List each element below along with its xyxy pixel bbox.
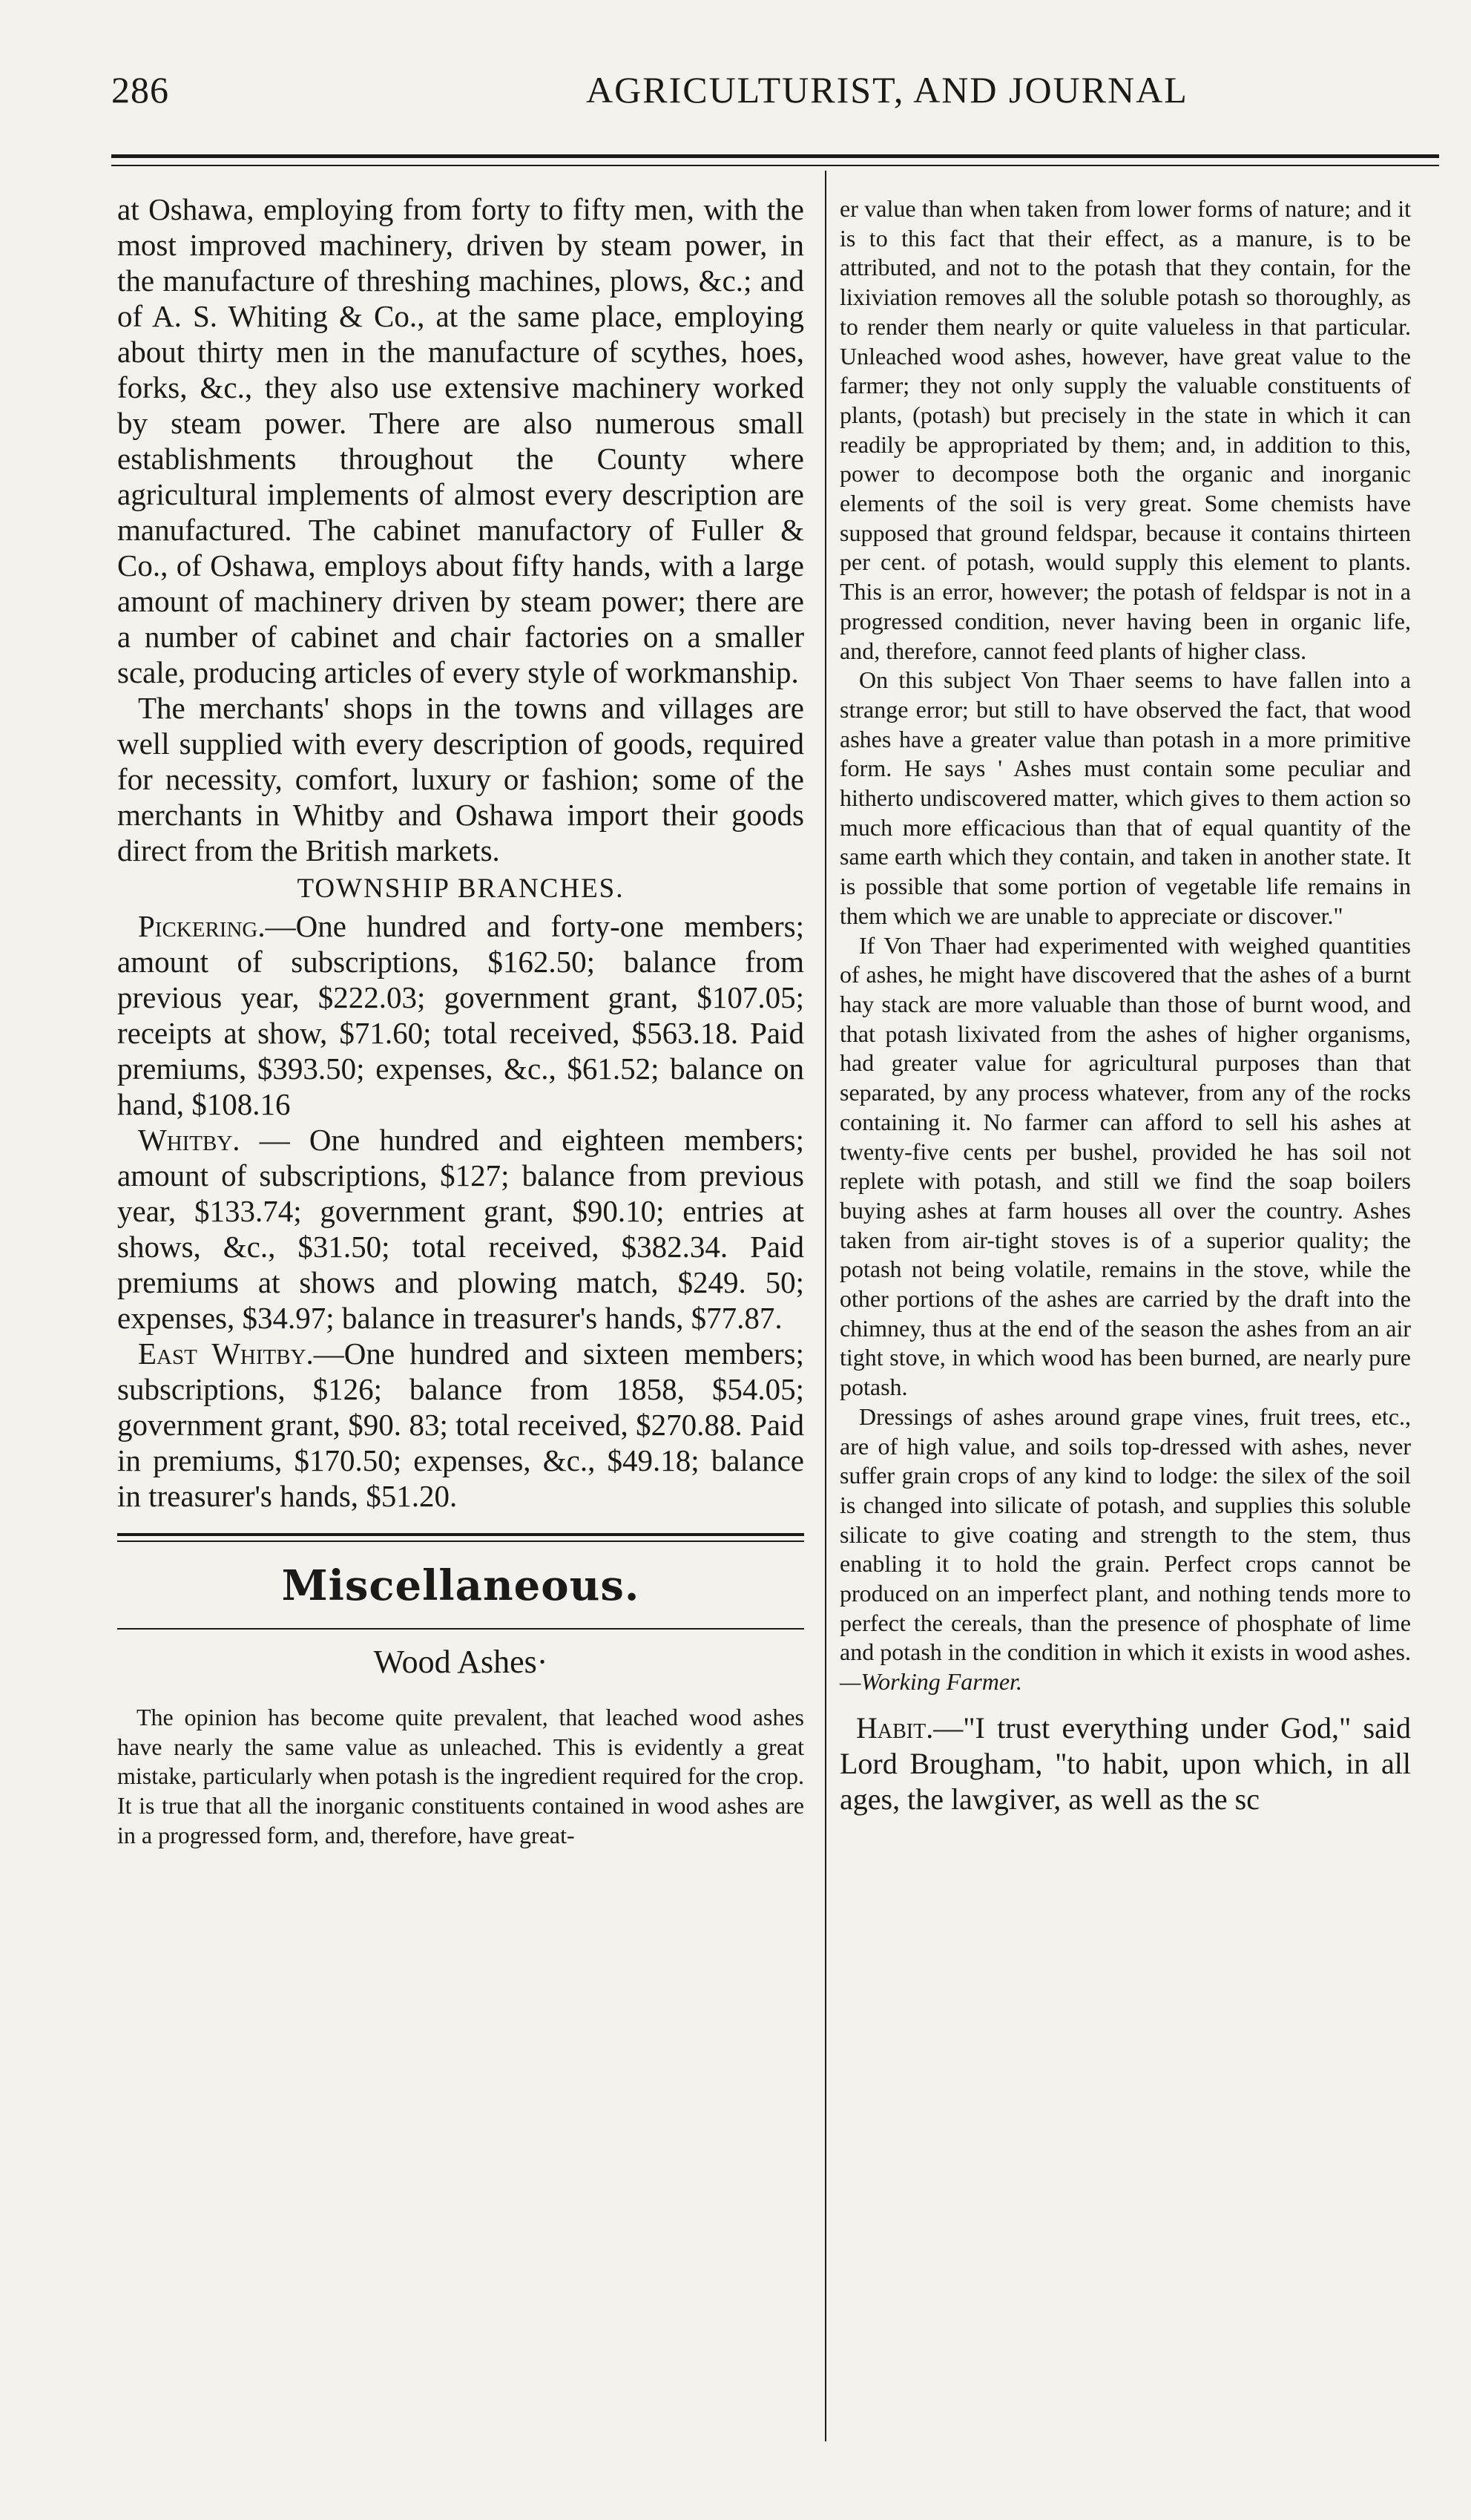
paragraph-manufactures: at Oshawa, employing from forty to fifty men, with the most improved machinery, driven by steam power, in the manufacture of threshing machines, plows, &c.; and of A. S. Whiting & Co., at the same place, employing about thirty men in the manufacture of scythes, hoes, forks, &c., they also use extensive machinery worked by steam power. There are also numerous small establishments throughout the County where agricultural implements of almost every description are manufactured. The cabinet manufactory of Fuller & Co., of Oshawa, employs about fifty hands, with a large amount of machinery driven by steam power; there are a number of cabinet and chair factories on a smaller scale, producing articles of every style of workmanship. <box>117 192 804 689</box>
paragraph-habit <box>840 1710 1411 1817</box>
left-column <box>117 191 804 1851</box>
paragraph-ashes-value: er value than when taken from lower forms of nature; and it is to this fact that their effect, as a manure, is to be attributed, and not to the potash that they contain, for the lixiviation removes all the soluble potash so thoroughly, as to render them nearly or quite valueless in that particular. Unleached wood ashes, however, have great value to the farmer; they not only supply the valuable constituents of plants, (potash) but precisely in the state in which it can readily be appropriated by them; and, in addition to this, power to decompose both the organic and inorganic elements of the soil is very great. Some chemists have supposed that ground feldspar, because it contains thirteen per cent. of potash, would supply this element to plants. This is an error, however; the potash of feldspar is not in a progressed condition, never having been in organic life, and, therefore, cannot feed plants of higher class. <box>840 195 1411 664</box>
branch-text-pickering: —One hundred and forty-one members; amount of subscriptions, $162.50; balance from previous year, $222.03; government grant, $107.05; receipts at show, $71.60; total received, $563.18. Paid premiums, $393.50; expenses, &c., $61.52; balance on hand, $108.16 <box>117 909 804 1121</box>
paragraph-wood-ashes-intro: The opinion has become quite prevalent, that leached wood ashes have nearly the same value as unleached. This is evidently a great mistake, particularly when potash is the ingredient required for the crop. It is true that all the inorganic constituents contained in wood ashes are in a progressed form, and, therefore, have great- <box>117 1704 804 1848</box>
article-rule <box>117 1628 804 1630</box>
section-heading-township-branches: TOWNSHIP BRANCHES. <box>297 873 625 904</box>
paragraph-experiment: If Von Thaer had experimented with weighed quantities of ashes, he might have discovered that the ashes of a burnt hay stack are more valuable than those of burnt wood, and that potash lixivated from the ashes of higher organisms, had greater value for agricultural purposes than that separated, by any process whatever, from any of the rocks containing it. No farmer can afford to sell his ashes at twenty-five cents per bushel, provided he has soil not replete with potash, and still we find the soap boilers buying ashes at farm houses all over the country. Ashes taken from air-tight stoves is of a superior quality; the potash not being volatile, remains in the stove, while the other portions of the ashes are carried by the draft into the chimney, thus at the end of the season the ashes from an air tight stove, in which wood has been burned, are nearly pure potash. <box>840 931 1411 1401</box>
paragraph-merchants: The merchants' shops in the towns and villages are well supplied with every description of goods, required for necessity, comfort, luxury or fashion; some of the merchants in Whitby and Oshawa import their goods direct from the British markets. <box>117 691 804 867</box>
article-title-wood-ashes: Wood Ashes· <box>373 1644 548 1680</box>
column-divider <box>825 171 826 2441</box>
header-rule <box>111 154 1439 158</box>
branch-name-whitby: Whitby. <box>138 1123 240 1157</box>
habit-heading: Habit. <box>856 1710 934 1745</box>
dressings-text: Dressings of ashes around grape vines, fruit trees, etc., are of high value, and soils top-dressed with ashes, never suffer grain crops of any kind to lodge: the silex of the soil is changed into silicate of potash, and supplies this soluble silicate to give coating and strength to the stem, thus enabling it to hold the grain. Perfect crops cannot be produced on an imperfect plant, and nothing tends more to perfect the cereals, than the presence of phosphate of lime and potash in the condition in which it exists in wood ashes. <box>840 1402 1411 1666</box>
right-column <box>840 194 1411 1817</box>
header-rule-thin <box>111 165 1439 166</box>
miscellaneous-heading: Miscellaneous. <box>281 1561 640 1610</box>
page-number: 286 <box>111 69 169 111</box>
paragraph-von-thaer: On this subject Von Thaer seems to have fallen into a strange error; but still to have observed the fact, that wood ashes have a greater value than potash in a more primitive form. He says ' Ashes must contain some peculiar and hitherto undiscovered matter, which gives to them action so much more efficacious than that of equal quantity of the same earth which they contain, and taken in another state. It is possible that some portion of vegetable life remains in them which we are unable to appreciate or discover." <box>840 666 1411 929</box>
running-title: AGRICULTURIST, AND JOURNAL <box>586 69 1188 111</box>
paragraph-pickering <box>117 908 804 1122</box>
page-header <box>111 68 1395 120</box>
paragraph-whitby <box>117 1122 804 1336</box>
paragraph-east-whitby <box>117 1336 804 1514</box>
branch-text-east-whitby: —One hundred and sixteen members; subscriptions, $126; balance from 1858, $54.05; government grant, $90. 83; total received, $270.88. Paid in premiums, $170.50; expenses, &c., $49.18; balance in treasurer's hands, $51.20. <box>117 1336 804 1513</box>
branch-name-pickering: Pickering. <box>138 909 266 943</box>
habit-text: —"I trust everything under God," said Lord Brougham, "to habit, upon which, in all ages, the lawgiver, as well as the sc <box>840 1710 1411 1816</box>
branch-text-whitby: — One hundred and eighteen members; amount of subscriptions, $127; balance from previous year, $133.74; government grant, $90.10; entries at shows, &c., $31.50; total received, $382.34. Paid premiums at shows and plowing match, $249. 50; expenses, $34.97; balance in treasurer's hands, $77.87. <box>117 1123 804 1335</box>
paragraph-dressings <box>840 1402 1411 1697</box>
article-credit: —Working Farmer. <box>840 1668 1022 1696</box>
section-rule-thick <box>117 1533 804 1536</box>
section-rule-thin <box>117 1540 804 1542</box>
branch-name-east-whitby: East Whitby. <box>138 1336 314 1371</box>
